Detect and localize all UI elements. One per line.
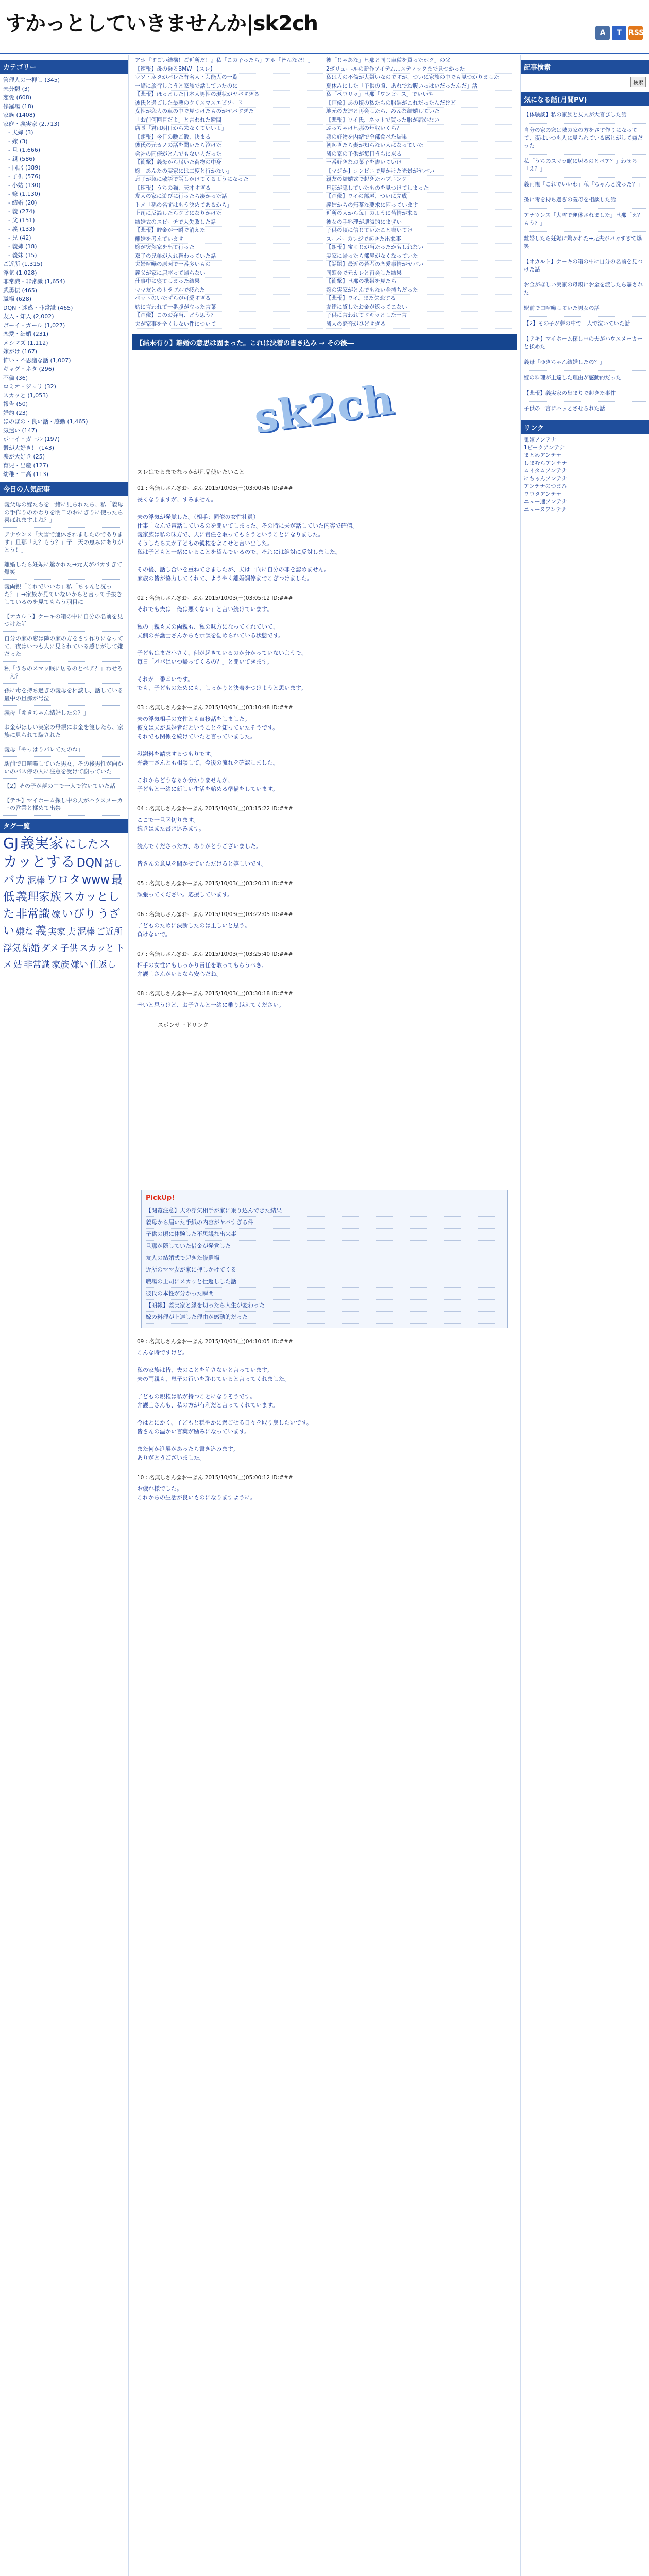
recent-article-link[interactable]: 孫に毒を持ち過ぎの義母を相談し、話している最中の旦那が号泣 (3, 684, 125, 706)
search-button[interactable]: 検索 (630, 77, 646, 87)
antenna-link[interactable]: 一番好きなお菓子を書いていけ (326, 159, 514, 167)
category-item[interactable]: ギャグ・ネタ (296) (3, 366, 55, 372)
tag-link[interactable]: 嫌な (16, 927, 34, 937)
antenna-link[interactable]: 店長「君は明日から来なくていいよ」 (135, 125, 323, 133)
external-link[interactable]: しまむらアンテナ (524, 460, 567, 466)
external-link[interactable]: まとめアンテナ (524, 452, 562, 459)
post-text: 夫の浮気相手の女性とも直接話をしました。 彼女は夫が既婚者だということを知っていたそうです。 それでも関係を続けていたと言っていました。 慰謝料を請求するつもりです。 弁護士さんとも相談して、今後の流れを確認しました。 これからどうなるか分かりませんが、 子どもと一緒に新しい生活を始める準備をしています。 (137, 716, 279, 792)
post-text: お疲れ様でした。 これからの生活が良いものになりますように。 (137, 1485, 256, 1501)
category-item[interactable]: 家庭・義実家 (2,713) (3, 121, 60, 127)
tag-link[interactable]: 話し (104, 859, 122, 869)
category-item[interactable]: 嫁がけ (167) (3, 348, 38, 355)
pickup-link[interactable]: 嫁の料理が上達した理由が感動的だった (146, 1312, 503, 1324)
pickup-link[interactable]: 職場の上司にスカッと仕返しした話 (146, 1276, 503, 1288)
antenna-link[interactable]: 女性が恋人の車の中で見つけたものがヤバすぎた (135, 108, 323, 116)
category-item[interactable]: - 兄 (42) (8, 234, 31, 241)
antenna-link[interactable]: 嫁の好物を内緒で全部食べた結果 (326, 133, 514, 142)
popular-article-link[interactable]: 【2】その子が夢の中で一人で泣いていた話 (524, 317, 646, 332)
post-text: 長くなりますが、すみません。 夫の浮気が発覚した。（相手：同僚の女性社員） 仕事中なんで電話しているのを聞いてしまった。その時に夫が話していた内容で確信。 義家族は私の味方で、夫に責任を取ってもらうということになりました。 そうしたら夫が子どもの親権をよこせと言い出した。 私は子どもと一緒にいることを望んでいるので、それには絶対に反対しました。 その後、話し合いを重ねてきましたが、夫は一向に自分の非を認めません。 家族の皆が協力してくれて、ようやく離婚調停までこぎつけました。 (137, 496, 358, 582)
popular-article-link[interactable]: 【悲報】義実家の集まりで起きた事件 (524, 386, 646, 402)
site-title[interactable]: すかっとしていきませんか|sk2ch (5, 12, 318, 36)
category-item[interactable]: 恋愛・結婚 (231) (3, 331, 49, 337)
antenna-link[interactable]: ペットのいたずらが可愛すぎる (135, 295, 323, 303)
post (137, 805, 512, 868)
tag-link[interactable]: DQN (76, 857, 103, 870)
category-item[interactable]: 職場 (628) (3, 296, 32, 302)
tag-cloud (3, 836, 125, 974)
links-heading: リンク (521, 420, 649, 434)
popular-article-link[interactable]: 義母「ゆきちゃん結婚したの？」 (524, 355, 646, 371)
popular-article-link[interactable]: 【体験談】私の家族と友人が大喜びした話 (524, 108, 646, 124)
post-text: それでも夫は「俺は悪くない」と言い続けています。 私の両親も夫の両親も、私の味方になってくれていて、 夫側の弁護士さんからも示談を勧められている状態です。 子どもはまだ小さく、何が起きているのか分かっていないようで、 毎日「パパはいつ帰ってくるの？」と聞いてきます。 それが一番辛いです。 でも、子どものためにも、しっかりと決着をつけようと思います。 (137, 606, 307, 691)
pickup-title: PickUp! (146, 1194, 175, 1202)
antenna-link[interactable]: 彼「じゃあな」旦那と同じ車種を買ったボク」の父 (326, 57, 514, 65)
recent-article-link[interactable]: 義母「ゆきちゃん結婚したの？」 (3, 706, 125, 720)
antenna-link[interactable]: 一緒に旅行しようと家族で話していたのに (135, 82, 323, 91)
main-content (132, 55, 517, 2576)
antenna-link[interactable]: 同窓会で元カレと再会した結果 (326, 269, 514, 278)
post-text: 頑張ってください。応援しています。 (137, 891, 233, 898)
category-item[interactable]: - 旦 (1,666) (8, 147, 41, 154)
tag-link[interactable]: GJ (3, 835, 19, 852)
external-link[interactable]: にちゃんアンテナ (524, 476, 567, 482)
category-item[interactable]: 非常識・非常識 (1,654) (3, 278, 65, 285)
category-item[interactable]: ボーイ・ガール (197) (3, 436, 60, 443)
antenna-link[interactable]: スーパーのレジで起きた出来事 (326, 235, 514, 244)
category-item[interactable]: - 小姑 (130) (8, 182, 41, 189)
popular-article-link[interactable]: 嫁の料理が上達した理由が感動的だった (524, 371, 646, 386)
antenna-link[interactable]: 嫁の実家がとんでもない金持ちだった (326, 286, 514, 295)
antenna-link[interactable]: 夏休みにした「子供の頃、あれでお腹いっぱいだったんだ」話 (326, 82, 514, 91)
category-list (3, 76, 125, 479)
recent-heading: 今日の人気記事 (0, 482, 128, 496)
antenna-link[interactable]: 夫婦喧嘩の原因で一番多いもの (135, 261, 323, 269)
popular-article-link[interactable]: 孫に毒を持ち過ぎの義母を相談した話 (524, 193, 646, 209)
popular-article-link[interactable]: 駅前で口喧嘩していた男女の話 (524, 301, 646, 317)
category-item[interactable]: ロミオ・ジュリ (32) (3, 383, 56, 390)
post (137, 910, 512, 939)
antenna-link[interactable]: 【衝撃】義母から届いた荷物の中身 (135, 159, 323, 167)
post-text: ここで一旦区切ります。 続きはまた書き込みます。 読んでくださった方、ありがとうございました。 皆さんの意見を聞かせていただけると嬉しいです。 (137, 817, 267, 867)
popular-article-link[interactable]: お金がほしい実家の母親にお金を渡したら騙された (524, 278, 646, 301)
header-icon-group (595, 26, 643, 40)
recent-article-link[interactable]: 義両親「これでいいわ」私「ちゃんと洗った？」→家族が見ていないからと言って手抜きしているのを見てもらう羽目に (3, 580, 125, 609)
recent-article-link[interactable]: お金がほしい実家の母親にお金を渡したら、家族に見られて騙された (3, 720, 125, 742)
antenna-link[interactable]: 友達に貸したお金が返ってこない (326, 303, 514, 312)
antenna-link[interactable]: 嫁「あんたの実家には二度と行かない」 (135, 167, 323, 176)
category-item[interactable]: - 子供 (576) (8, 173, 41, 180)
twitter-icon[interactable]: T (612, 26, 626, 40)
tag-link[interactable]: スカッと (79, 943, 114, 954)
antenna-link[interactable]: 【マジか】コンビニで見かけた光景がヤバい (326, 167, 514, 176)
antenna-link[interactable]: 義父が家に居座って帰らない (135, 269, 323, 278)
antenna-link[interactable]: 地元の友達と再会したら、みんな結婚していた (326, 108, 514, 116)
recent-article-link[interactable]: 私「うちのスマッ眠に居るのとペア？」わせろ「え？」 (3, 662, 125, 684)
antenna-link[interactable]: 【衝撃】旦那の携帯を見たら (326, 278, 514, 286)
recent-article-link[interactable]: 義母「やっぱりバレてたのね」 (3, 742, 125, 757)
pickup-link[interactable]: 子供の頃に体験した不思議な出来事 (146, 1229, 503, 1241)
popular-article-link[interactable]: 義両親「これでいいわ」私「ちゃんと洗った？」 (524, 178, 646, 193)
category-item[interactable]: 未分類 (3) (3, 86, 30, 92)
post-header: 03 : 名無しさん@おーぷん 2015/10/03(土)03:10:48 ID:### (137, 705, 293, 711)
tag-link[interactable]: 子供 (60, 943, 78, 954)
external-link[interactable]: ニュー速アンテナ (524, 499, 567, 505)
category-item[interactable]: 婚約 (23) (3, 410, 28, 416)
post-list (137, 484, 512, 1009)
category-item[interactable]: ご近所 (1,315) (3, 261, 43, 267)
antenna-link[interactable]: 会社の同僚がとんでもない人だった (135, 150, 323, 159)
antenna-link[interactable]: 結婚式のスピーチで大失敗した話 (135, 218, 323, 227)
post (137, 594, 512, 692)
category-item[interactable]: 武勇伝 (465) (3, 287, 38, 294)
category-item[interactable]: メシマズ (1,112) (3, 340, 48, 346)
category-item[interactable]: 修羅場 (18) (3, 103, 34, 110)
external-link[interactable]: ニュースアンテナ (524, 506, 567, 513)
category-item[interactable]: 育児・出産 (127) (3, 462, 49, 469)
tag-link[interactable]: 家族 (52, 960, 69, 970)
category-item[interactable]: 友人・知人 (2,002) (3, 313, 54, 320)
recent-article-link[interactable]: 【オカルト】ケーキの箱の中に自分の名前を見つけた話 (3, 609, 125, 632)
antenna-link[interactable]: 仕事中に寝てしまった結果 (135, 278, 323, 286)
external-link[interactable]: アンテナのつまみ (524, 483, 567, 489)
tag-link[interactable]: トメ (3, 943, 125, 970)
post-header: 09 : 名無しさん@おーぷん 2015/10/03(土)04:10:05 ID:### (137, 1338, 293, 1345)
sponsor-label: スポンサードリンク (158, 1022, 209, 1028)
antenna-link[interactable]: 彼氏と過ごした最悪のクリスマスエピソード (135, 99, 323, 108)
tag-link[interactable]: にしたス (64, 838, 110, 851)
category-item[interactable]: ほのぼの・良い話・感動 (1,465) (3, 418, 88, 425)
tag-link[interactable]: ワロタ (46, 874, 81, 887)
tag-link[interactable]: 嫁 (52, 910, 61, 920)
recent-article-link[interactable]: 義父母の嫁たちを一緒に見られたら、私「義母の手作りのかわりを明日のおにぎりに使ったら喜ばれますよね？」 (3, 498, 125, 528)
recent-article-link[interactable]: 【テキ】マイホーム探し中の夫がハウスメーカーの営業と揉めて出禁 (3, 793, 125, 816)
popular-article-link[interactable]: 私「うちのスマッ眠に居るのとペア？」わせろ「え？」 (524, 155, 646, 178)
right-sidebar (520, 55, 649, 2576)
recent-article-link[interactable]: アナウンス「大雪で運休されましたのであります」旦那「え？もう？」子「天の恵みにありがとう！」 (3, 528, 125, 557)
search-heading: 記事検索 (521, 60, 649, 74)
popular-article-link[interactable]: アナウンス「大雪で運休されました」旦那「え？もう？」 (524, 209, 646, 232)
antenna-link[interactable]: 双子の兄弟が入れ替わっていた話 (135, 252, 323, 261)
popular-list (524, 108, 646, 417)
antenna-link[interactable]: 2ボリュー-ルの新作アイテム...スティックまで見つかった (326, 65, 514, 74)
antenna-link[interactable]: 【朗報】今日の晩ご飯、決まる (135, 133, 323, 142)
antenna-link-grid (132, 55, 517, 331)
pickup-link[interactable]: 近所のママ友が家に押しかけてくる (146, 1264, 503, 1276)
category-item[interactable]: 気遣い (147) (3, 427, 38, 434)
antenna-link[interactable]: 夫が家事を全くしない件について (135, 320, 323, 329)
popular-article-link[interactable]: 離婚したら妊娠に驚かれた→元夫がバカすぎて爆笑 (524, 232, 646, 255)
antenna-link[interactable]: 嫁が突然家を出て行った (135, 244, 323, 252)
category-item[interactable]: DQN・迷惑・非常識 (465) (3, 304, 73, 311)
tag-link[interactable]: 姑 (13, 960, 22, 970)
antenna-link[interactable]: 【画像】あの頃の私たちの服装がこれだったんだけど (326, 99, 514, 108)
category-item[interactable]: - 嫁 (3) (8, 138, 28, 145)
antenna-link[interactable]: ぶっちゃけ旦那の年収いくら？ (326, 125, 514, 133)
post-header: 05 : 名無しさん@おーぷん 2015/10/03(土)03:20:31 ID:### (137, 880, 293, 887)
category-item[interactable]: 不倫 (36) (3, 375, 28, 381)
tag-link[interactable]: カッとする (3, 853, 75, 870)
post-text: 辛いと思うけど、お子さんと一緒に乗り越えてください。 (137, 1002, 284, 1008)
tag-link[interactable]: 義理家族 (16, 891, 62, 904)
tag-link[interactable]: 非常識 (24, 960, 50, 970)
tag-link[interactable]: スカッとした (3, 891, 119, 921)
article-title[interactable]: 【結末有り】離婚の意思は固まった。これは決着の書き込み → その後― (132, 334, 517, 350)
antenna-link[interactable]: 隣人の騒音がひどすぎる (326, 320, 514, 329)
post (137, 950, 512, 978)
antenna-link[interactable]: 彼氏の元カノの話を聞いたら泣けた (135, 142, 323, 150)
pickup-link[interactable]: 旦那が隠していた借金が発覚した (146, 1241, 503, 1252)
pickup-box (141, 1190, 508, 1328)
antenna-link[interactable]: 親友の結婚式で起きたハプニング (326, 176, 514, 184)
tag-link[interactable]: 結婚 (22, 943, 40, 954)
pickup-list (146, 1205, 503, 1324)
tag-link[interactable]: 夫 (67, 927, 76, 937)
category-item[interactable]: - 義 (133) (8, 226, 35, 232)
post (137, 484, 512, 583)
tag-link[interactable]: 泥棒 (77, 927, 95, 937)
antenna-link[interactable]: 旦那が隠していたものを見つけてしまった (326, 184, 514, 193)
sponsor-ad-area (137, 1032, 512, 1187)
article-body (132, 350, 517, 1517)
category-item[interactable]: 浮気 (1,028) (3, 269, 37, 276)
post-header: 04 : 名無しさん@おーぷん 2015/10/03(土)03:15:22 ID:### (137, 806, 293, 812)
category-item[interactable]: - 同居 (389) (8, 164, 41, 171)
rss-icon[interactable]: RSS (628, 26, 643, 40)
tag-link[interactable]: 最低 (3, 874, 123, 904)
post (137, 990, 512, 1009)
text-size-icon[interactable]: A (595, 26, 610, 40)
antenna-link[interactable]: 友人の家に遊びに行ったら凄かった話 (135, 193, 323, 201)
post (137, 879, 512, 899)
category-item[interactable]: 恋愛 (608) (3, 94, 32, 101)
post (137, 704, 512, 793)
post (137, 1473, 512, 1502)
logo-text: sk2ch (251, 375, 398, 443)
recent-article-link[interactable]: 離婚したら妊娠に驚かれた→元夫がバカすぎて爆笑 (3, 557, 125, 580)
antenna-link[interactable]: トメ「孫の名前はもう決めてあるから」 (135, 201, 323, 210)
category-item[interactable]: ボーイ・ガール (1,027) (3, 322, 65, 329)
recent-article-link[interactable]: 【2】その子が夢の中で一人で泣いていた話 (3, 779, 125, 793)
antenna-link[interactable]: 【朗報】宝くじが当たったかもしれない (326, 244, 514, 252)
pickup-link[interactable]: 【閲覧注意】夫の浮気相手が家に乗り込んできた結果 (146, 1205, 503, 1217)
tag-heading: タグ一覧 (0, 819, 128, 833)
popular-article-link[interactable]: 【テキ】マイホーム探し中の夫がハウスメーカーと揉めた (524, 332, 646, 355)
tag-link[interactable]: 仕返し (90, 960, 116, 970)
search-box (524, 77, 646, 87)
tag-link[interactable]: www (82, 874, 110, 887)
antenna-link[interactable]: ママ友とのトラブルで疲れた (135, 286, 323, 295)
category-item[interactable]: - 父 (151) (8, 217, 35, 224)
antenna-link[interactable]: 息子が急に敬語で話しかけてくるようになった (135, 176, 323, 184)
category-item[interactable]: - 夫婦 (3) (8, 129, 33, 136)
category-item[interactable]: - 義姉 (18) (8, 243, 37, 250)
pickup-link[interactable]: 【朗報】義実家と縁を切ったら人生が変わった (146, 1300, 503, 1312)
category-item[interactable]: - 義妹 (15) (8, 252, 37, 259)
category-item[interactable]: - 結婚 (20) (8, 199, 37, 206)
link-list (524, 436, 646, 514)
antenna-link[interactable]: 【話題】最近の若者の恋愛事情がヤバい (326, 261, 514, 269)
antenna-link[interactable]: 朝起きたら妻が知らない人になっていた (326, 142, 514, 150)
category-item[interactable]: - 義 (274) (8, 208, 35, 215)
recent-list (3, 498, 125, 816)
tag-link[interactable]: 非常識 (16, 908, 50, 921)
search-input[interactable] (524, 77, 629, 87)
antenna-link[interactable]: 【画像】このお弁当、どう思う？ (135, 312, 323, 320)
antenna-link[interactable]: 【悲報】貯金が一瞬で消えた (135, 227, 323, 235)
antenna-link[interactable]: 隣の家の子供が毎日うちに来る (326, 150, 514, 159)
recent-article-link[interactable]: 自分の家の窓は隣の家の方をさす作りになってて、夜はいつも人に見られている感じがして嫌だった (3, 632, 125, 662)
antenna-link[interactable]: ウソ・ネタがバレた有名人・芸能人の一覧 (135, 74, 323, 82)
post-header: 08 : 名無しさん@おーぷん 2015/10/03(土)03:30:18 ID:### (137, 991, 293, 997)
antenna-link[interactable]: 離婚を考えています (135, 235, 323, 244)
antenna-link[interactable]: 義姉からの無茶な要求に困っています (326, 201, 514, 210)
external-link[interactable]: ムイタムアンテナ (524, 468, 567, 474)
tag-link[interactable]: 実家 (48, 927, 66, 937)
antenna-link[interactable]: 子供に言われてドキッとした一言 (326, 312, 514, 320)
post-text: こんな時ですけど。 私の家族は皆、夫のことを許さないと言っています。 夫の両親も、息子の行いを恥じていると言ってくれました。 子どもの親権は私が持つことになりそうです。 弁護士さんも、私の方が有利だと言ってくれています。 今はとにかく、子どもと穏やかに過ごせる日々を取り戻したいです。 皆さんの温かい言葉が励みになっています。 また何か進展があったら書き込みます。 ありがとうございました。 (137, 1349, 312, 1461)
antenna-link[interactable]: アホ『すごい結構！ご近所だ！』私「この子ったら」アホ「皆んなだ！」 (135, 57, 323, 65)
post-header: 06 : 名無しさん@おーぷん 2015/10/03(土)03:22:05 ID:### (137, 911, 293, 918)
tag-link[interactable]: 嫌い (71, 960, 88, 970)
category-item[interactable]: 管理人の一押し (345) (3, 77, 60, 83)
post-text: 相手の女性にもしっかり責任を取ってもらうべき。 弁護士さんがいるなら安心だね。 (137, 962, 267, 977)
category-item[interactable]: 怖い・不思議な話 (1,007) (3, 357, 71, 364)
post-header: 01 : 名無しさん@おーぷん 2015/10/03(土)03:00:46 ID:### (137, 485, 293, 492)
logo-image (137, 354, 512, 463)
antenna-link[interactable]: 【悲報】ほっとした日本人男性の現状がヤバすぎる (135, 91, 323, 99)
pickup-link[interactable]: 義母から届いた手紙の内容がヤバすぎる件 (146, 1217, 503, 1229)
category-item[interactable]: 報告 (50) (3, 401, 28, 408)
antenna-link[interactable]: 実家に帰ったら部屋がなくなっていた (326, 252, 514, 261)
antenna-link[interactable]: 姑に言われて一番腹が立った言葉 (135, 303, 323, 312)
popular-article-link[interactable]: 子供の一言にハッとさせられた話 (524, 402, 646, 417)
categories-heading: カテゴリー (0, 60, 128, 74)
antenna-link[interactable]: 【速報】うちの猫、天才すぎる (135, 184, 323, 193)
antenna-link[interactable]: 【画像】ワイの部屋、ついに完成 (326, 193, 514, 201)
antenna-link[interactable]: 【悲報】ワイ氏、ネットで買った服が届かない (326, 116, 514, 125)
post-text: 子どものために決断したのは正しいと思う。 負けないで。 (137, 922, 250, 938)
category-item[interactable]: スカッと (1,053) (3, 392, 48, 399)
antenna-link[interactable]: 「お前何回目だよ」と言われた瞬間 (135, 116, 323, 125)
tag-link[interactable]: いびり (62, 908, 96, 921)
category-item[interactable]: - 嫁 (1,130) (8, 191, 41, 197)
antenna-link[interactable]: 【悲報】ワイ、また失恋する (326, 295, 514, 303)
popular-article-link[interactable]: 自分の家の窓は隣の家の方をさす作りになってて、夜はいつも人に見られている感じがして嫌だった (524, 124, 646, 155)
post-list-continued (137, 1337, 512, 1502)
external-link[interactable]: 鬼嫁アンテナ (524, 437, 556, 443)
tag-link[interactable]: ご近所 (96, 927, 123, 937)
tag-link[interactable]: 義実家 (20, 835, 63, 852)
post-header: 07 : 名無しさん@おーぷん 2015/10/03(土)03:25:40 ID:### (137, 951, 293, 957)
left-sidebar (0, 55, 129, 2576)
antenna-link[interactable]: 彼女の手料理が壊滅的にまずい (326, 218, 514, 227)
antenna-link[interactable]: 私「ペロリッ」旦那「ワンピース」でいいや (326, 91, 514, 99)
category-item[interactable]: 幼稚・中高 (113) (3, 471, 49, 478)
post (137, 1337, 512, 1462)
pickup-link[interactable]: 彼氏の本性が分かった瞬間 (146, 1288, 503, 1300)
antenna-link[interactable]: 子供の頃に信じていたこと書いてけ (326, 227, 514, 235)
tag-link[interactable]: 義 (35, 925, 47, 938)
pickup-link[interactable]: 友人の結婚式で起きた修羅場 (146, 1252, 503, 1264)
tag-link[interactable]: ダメ (41, 943, 59, 954)
article-subnote: スレはでるまでなっかが凡品使いたいこと (137, 469, 245, 476)
antenna-link[interactable]: 上司に反論したらクビになりかけた (135, 210, 323, 218)
external-link[interactable]: ワロタアンテナ (524, 491, 562, 497)
post-header: 02 : 名無しさん@おーぷん 2015/10/03(土)03:05:12 ID:### (137, 595, 293, 601)
tag-link[interactable]: 泥棒 (27, 876, 45, 886)
antenna-link[interactable]: 近所の人から毎日のように苦情が来る (326, 210, 514, 218)
post-header: 10 : 名無しさん@おーぷん 2015/10/03(土)05:00:12 ID:### (137, 1475, 293, 1481)
site-header (0, 0, 649, 54)
popular-article-link[interactable]: 【オカルト】ケーキの箱の中に自分の名前を見つけた話 (524, 255, 646, 278)
tag-link[interactable]: バカ (3, 874, 26, 887)
antenna-link[interactable]: 私は人の不倫が大嫌いなのですが、ついに家族の中でも見つかりました (326, 74, 514, 82)
external-link[interactable]: 1ピークアンテナ (524, 445, 565, 451)
recent-article-link[interactable]: 駅前で口喧嘩していた男女、その後男性が向かいのバス停の人に注意を受けて謝っていた (3, 757, 125, 779)
category-item[interactable]: 涙が大好き (25) (3, 453, 45, 460)
category-item[interactable]: 家族 (1408) (3, 112, 36, 118)
tag-link[interactable]: 浮気 (3, 943, 21, 954)
tag-link[interactable]: うざい (3, 908, 121, 938)
category-item[interactable]: 鬱が大好き！ (143) (3, 445, 55, 451)
popular-heading: 気になる話(月間PV) (521, 92, 649, 106)
antenna-link[interactable]: 【速報】母の乗るBMW 【スレ】 (135, 65, 323, 74)
category-item[interactable]: - 親 (586) (8, 156, 35, 162)
